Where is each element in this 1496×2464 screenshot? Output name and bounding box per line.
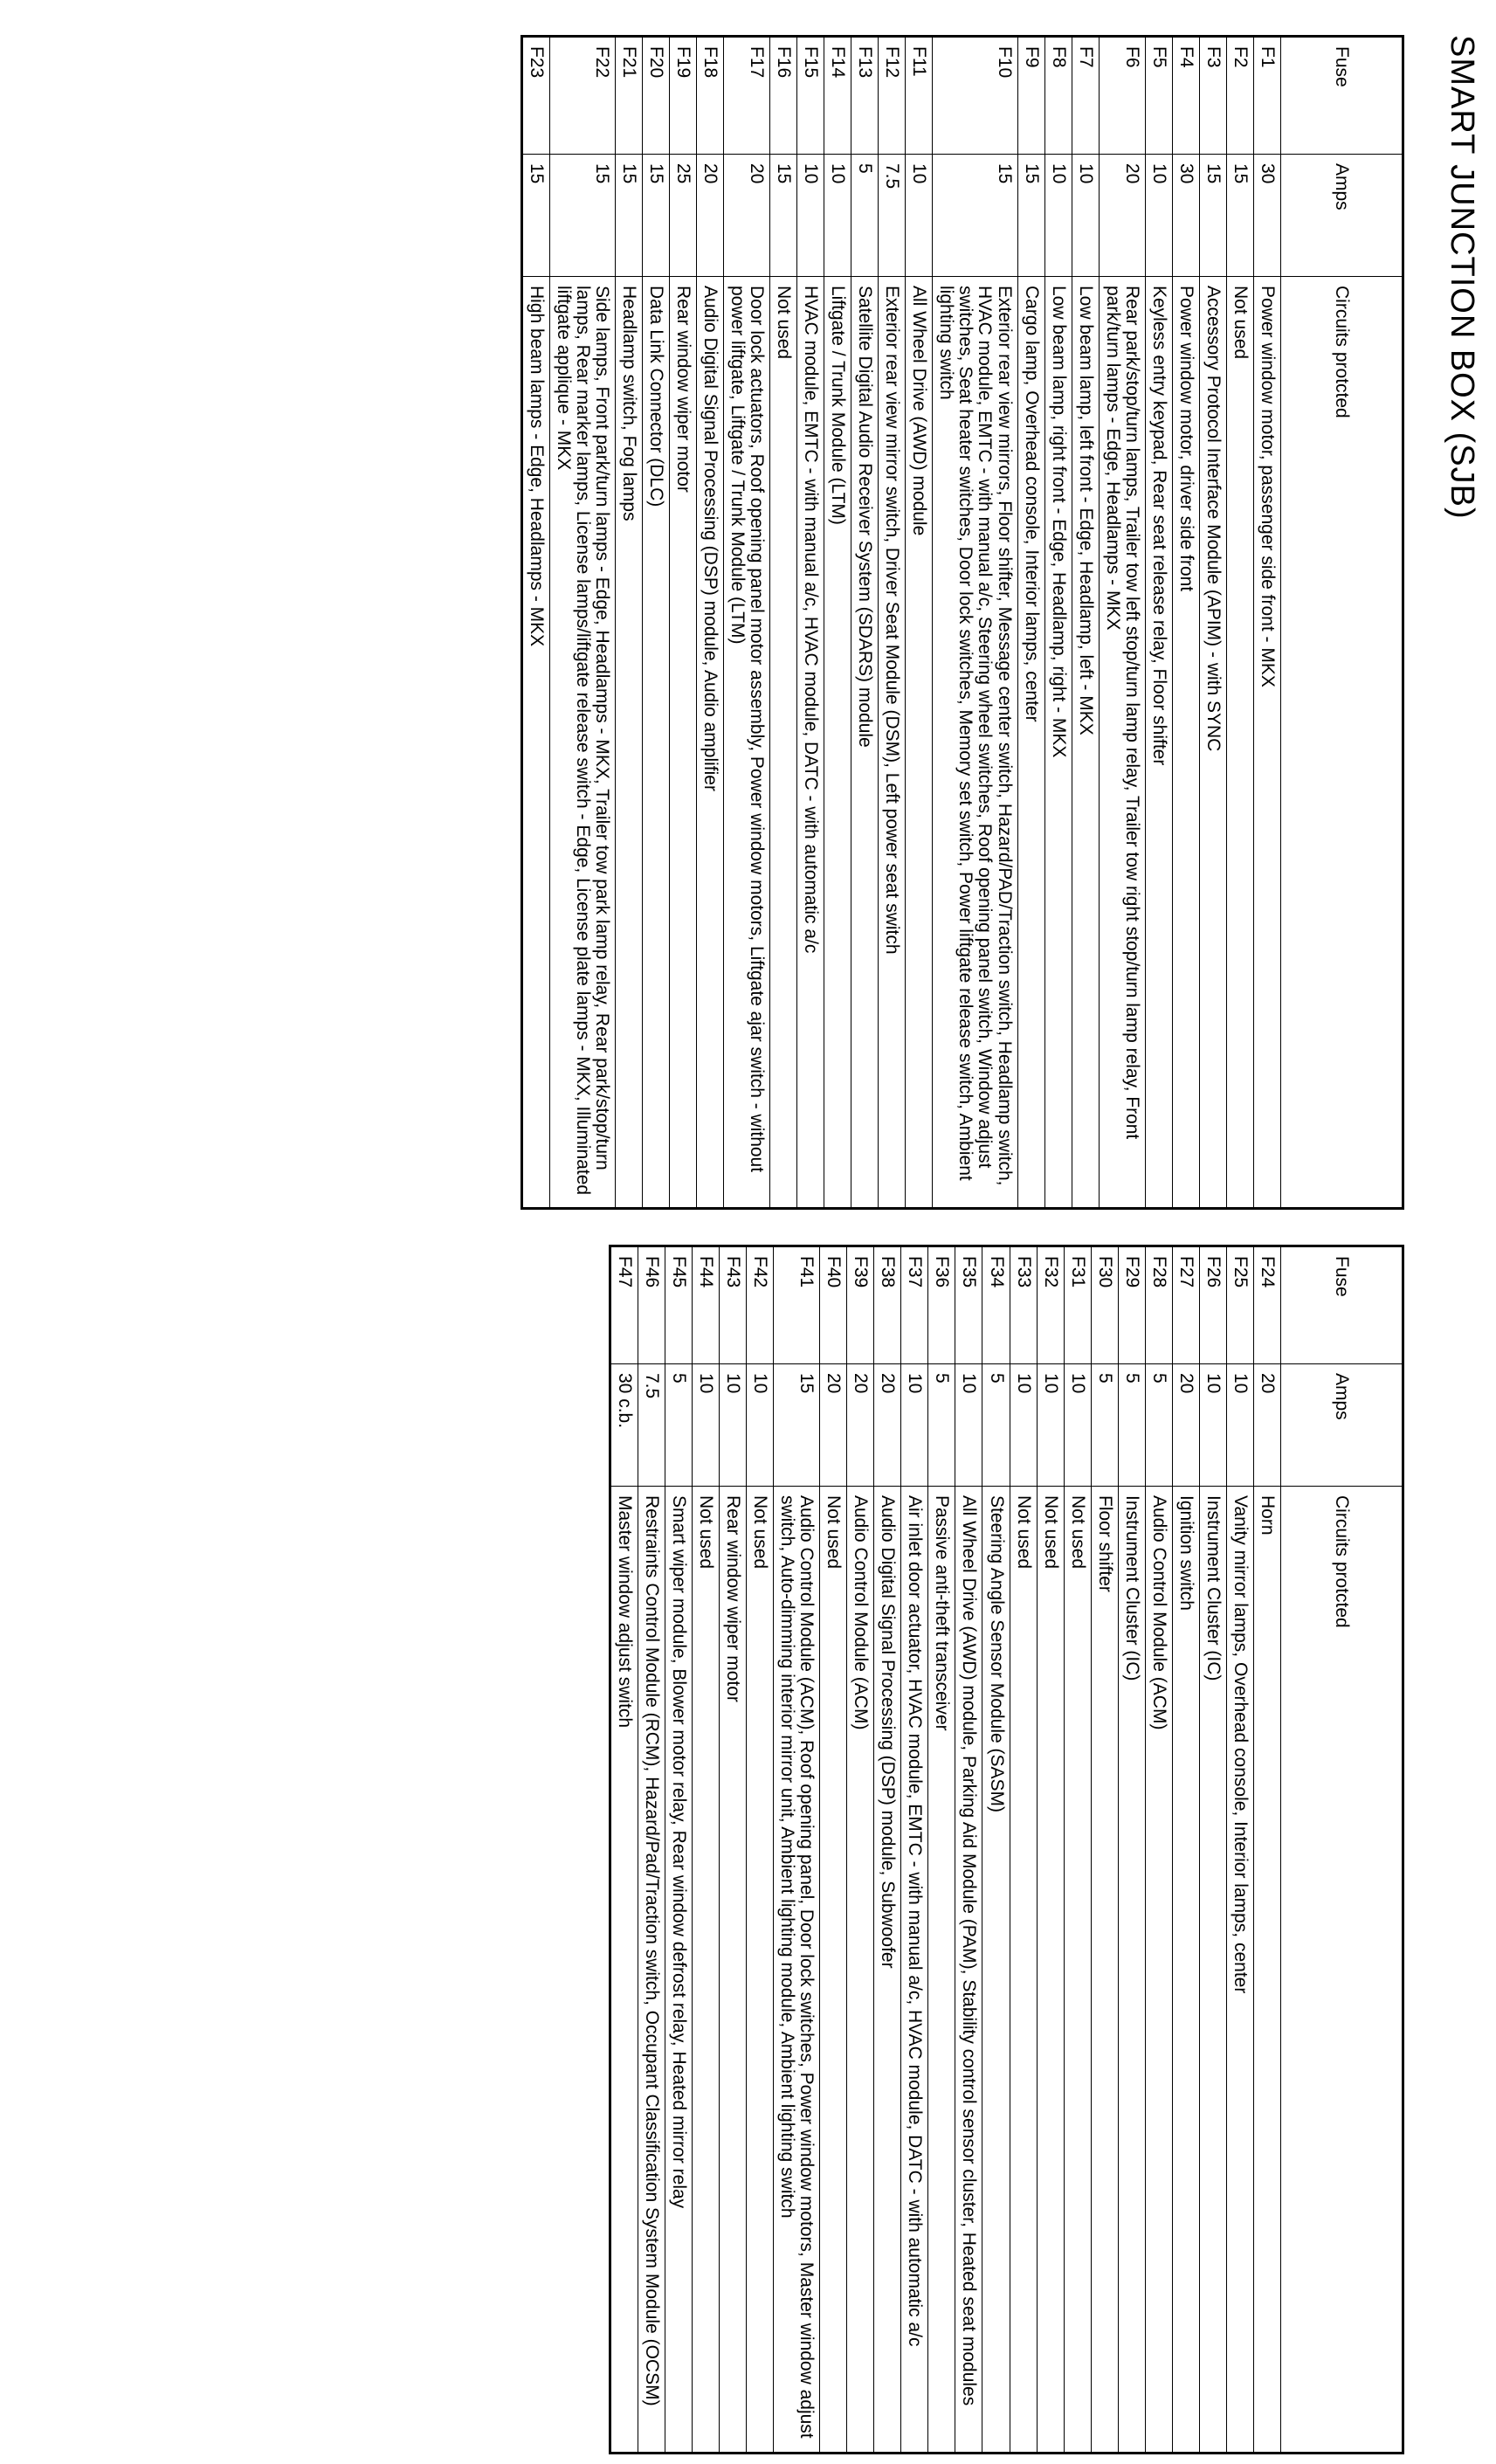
fuse-table-right <box>609 1245 1404 2454</box>
table-row <box>1226 1246 1253 2454</box>
table-row <box>549 37 615 1209</box>
amps-cell: 5 <box>665 1364 692 1487</box>
circuits-cell: Vanity mirror lamps, Overhead console, Interior lamps, center <box>1226 1487 1253 2454</box>
circuits-cell: Low beam lamp, left front - Edge, Headlamp, left - MKX <box>1072 277 1099 1209</box>
header-circuits: Circuits protcted <box>1281 1487 1403 2454</box>
table-row <box>770 37 797 1209</box>
circuits-cell: Power window motor, passenger side front - MKX <box>1253 277 1280 1209</box>
table-row <box>665 1246 692 2454</box>
table-row <box>720 1246 747 2454</box>
amps-cell: 7.5 <box>879 155 906 277</box>
fuse-cell: F9 <box>1017 37 1044 155</box>
amps-cell: 5 <box>1145 1364 1172 1487</box>
amps-cell: 10 <box>1037 1364 1064 1487</box>
table-row <box>1253 1246 1280 2454</box>
fuse-cell: F24 <box>1253 1246 1280 1364</box>
table-row <box>696 37 723 1209</box>
amps-cell: 15 <box>1199 155 1226 277</box>
amps-cell: 20 <box>723 155 769 277</box>
table-row <box>1099 37 1145 1209</box>
table-row <box>797 37 824 1209</box>
fuse-table-left <box>520 35 1404 1210</box>
table-row <box>610 1246 638 2454</box>
circuits-cell: Audio Digital Signal Processing (DSP) module, Subwoofer <box>874 1487 901 2454</box>
fuse-cell: F40 <box>820 1246 847 1364</box>
fuse-cell: F31 <box>1064 1246 1091 1364</box>
fuse-cell: F29 <box>1118 1246 1145 1364</box>
circuits-cell: Keyless entry keypad, Rear seat release relay, Floor shifter <box>1145 277 1172 1209</box>
amps-cell: 5 <box>851 155 879 277</box>
circuits-cell: Not used <box>1010 1487 1037 2454</box>
circuits-cell: Not used <box>820 1487 847 2454</box>
table-row <box>933 37 1017 1209</box>
circuits-cell: Not used <box>1226 277 1253 1209</box>
circuits-cell: Exterior rear view mirrors, Floor shifter, Message center switch, Hazard/PAD/Traction switch, Headlamp switch, HVAC module, EMTC - with manual a/c, Steering wheel switches, Roof opening panel switch, Window adjust switches, Seat heater switches, Door lock switches, Memory set switch, Power liftgate release switch, Ambient lighting switch <box>933 277 1017 1209</box>
amps-cell: 20 <box>1253 1364 1280 1487</box>
amps-cell: 5 <box>928 1364 955 1487</box>
circuits-cell: Accessory Protocol Interface Module (APIM) - with SYNC <box>1199 277 1226 1209</box>
fuse-cell: F44 <box>692 1246 719 1364</box>
fuse-cell: F16 <box>770 37 797 155</box>
fuse-cell: F20 <box>642 37 669 155</box>
circuits-cell: Floor shifter <box>1091 1487 1118 2454</box>
circuits-cell: Rear window wiper motor <box>720 1487 747 2454</box>
table-row <box>851 37 879 1209</box>
fuse-cell: F21 <box>615 37 642 155</box>
circuits-cell: Ignition switch <box>1172 1487 1199 2454</box>
amps-cell: 15 <box>774 1364 820 1487</box>
table-row <box>642 37 669 1209</box>
fuse-cell: F14 <box>824 37 851 155</box>
header-fuse: Fuse <box>1281 1246 1403 1364</box>
header-amps: Amps <box>1281 1364 1403 1487</box>
table-row <box>820 1246 847 2454</box>
amps-cell: 5 <box>1118 1364 1145 1487</box>
table-row <box>1010 1246 1037 2454</box>
fuse-cell: F19 <box>669 37 696 155</box>
fuse-cell: F5 <box>1145 37 1172 155</box>
fuse-cell: F35 <box>955 1246 982 1364</box>
amps-cell: 15 <box>642 155 669 277</box>
amps-cell: 10 <box>1064 1364 1091 1487</box>
amps-cell: 10 <box>1199 1364 1226 1487</box>
amps-cell: 10 <box>797 155 824 277</box>
circuits-cell: Not used <box>692 1487 719 2454</box>
circuits-cell: Power window motor, driver side front <box>1172 277 1199 1209</box>
header-circuits: Circuits protcted <box>1281 277 1403 1209</box>
amps-cell: 10 <box>1072 155 1099 277</box>
fuse-cell: F8 <box>1044 37 1072 155</box>
amps-cell: 5 <box>982 1364 1010 1487</box>
table-row <box>1044 37 1072 1209</box>
fuse-cell: F25 <box>1226 1246 1253 1364</box>
amps-cell: 15 <box>1017 155 1044 277</box>
circuits-cell: Low beam lamp, right front - Edge, Headlamp, right - MKX <box>1044 277 1072 1209</box>
circuits-cell: Door lock actuators, Roof opening panel motor assembly, Power window motors, Liftgate ajar switch - without power liftgate, Liftgate / Trunk Module (LTM) <box>723 277 769 1209</box>
circuits-cell: Restraints Control Module (RCM), Hazard/Pad/Traction switch, Occupant Classification System Module (OCSM) <box>638 1487 665 2454</box>
amps-cell: 5 <box>1091 1364 1118 1487</box>
amps-cell: 15 <box>521 155 549 277</box>
amps-cell: 15 <box>1226 155 1253 277</box>
circuits-cell: Audio Control Module (ACM) <box>847 1487 874 2454</box>
table-row <box>1172 37 1199 1209</box>
table-header-row <box>1281 1246 1403 2454</box>
circuits-cell: Audio Control Module (ACM), Roof opening panel, Door lock switches, Power window motors, Master window adjust switch, Auto-dimming interior mirror unit, Ambient lighting module, Ambient lighting switch <box>774 1487 820 2454</box>
fuse-cell: F26 <box>1199 1246 1226 1364</box>
circuits-cell: Air inlet door actuator, HVAC module, EMTC - with manual a/c, HVAC module, DATC - with automatic a/c <box>901 1487 928 2454</box>
amps-cell: 15 <box>615 155 642 277</box>
circuits-cell: HVAC module, EMTC - with manual a/c, HVAC module, DATC - with automatic a/c <box>797 277 824 1209</box>
fuse-cell: F3 <box>1199 37 1226 155</box>
table-row <box>669 37 696 1209</box>
circuits-cell: All Wheel Drive (AWD) module <box>906 277 933 1209</box>
amps-cell: 20 <box>1172 1364 1199 1487</box>
amps-cell: 20 <box>847 1364 874 1487</box>
fuse-cell: F41 <box>774 1246 820 1364</box>
amps-cell: 15 <box>770 155 797 277</box>
fuse-cell: F13 <box>851 37 879 155</box>
table-row <box>955 1246 982 2454</box>
fuse-cell: F7 <box>1072 37 1099 155</box>
fuse-cell: F15 <box>797 37 824 155</box>
page-title: SMART JUNCTION BOX (SJB) <box>1444 35 1480 520</box>
table-row <box>874 1246 901 2454</box>
fuse-cell: F23 <box>521 37 549 155</box>
table-row <box>1253 37 1280 1209</box>
circuits-cell: Not used <box>770 277 797 1209</box>
amps-cell: 10 <box>1226 1364 1253 1487</box>
table-header-row <box>1281 37 1403 1209</box>
amps-cell: 25 <box>669 155 696 277</box>
fuse-cell: F39 <box>847 1246 874 1364</box>
table-row <box>1226 37 1253 1209</box>
amps-cell: 10 <box>692 1364 719 1487</box>
amps-cell: 10 <box>824 155 851 277</box>
amps-cell: 10 <box>1044 155 1072 277</box>
table-row <box>1064 1246 1091 2454</box>
fuse-cell: F18 <box>696 37 723 155</box>
circuits-cell: Not used <box>747 1487 774 2454</box>
table-row <box>747 1246 774 2454</box>
fuse-cell: F36 <box>928 1246 955 1364</box>
fuse-cell: F37 <box>901 1246 928 1364</box>
fuse-cell: F6 <box>1099 37 1145 155</box>
amps-cell: 10 <box>1145 155 1172 277</box>
amps-cell: 7.5 <box>638 1364 665 1487</box>
circuits-cell: Headlamp switch, Fog lamps <box>615 277 642 1209</box>
table-row <box>982 1246 1010 2454</box>
fuse-cell: F38 <box>874 1246 901 1364</box>
table-row <box>1145 1246 1172 2454</box>
circuits-cell: Exterior rear view mirror switch, Driver Seat Module (DSM), Left power seat switch <box>879 277 906 1209</box>
table-row <box>1145 37 1172 1209</box>
fuse-cell: F11 <box>906 37 933 155</box>
amps-cell: 20 <box>874 1364 901 1487</box>
table-row <box>638 1246 665 2454</box>
circuits-cell: Audio Digital Signal Processing (DSP) module, Audio amplifier <box>696 277 723 1209</box>
circuits-cell: Smart wiper module, Blower motor relay, Rear window defrost relay, Heated mirror relay <box>665 1487 692 2454</box>
amps-cell: 15 <box>933 155 1017 277</box>
amps-cell: 10 <box>747 1364 774 1487</box>
table-row <box>906 37 933 1209</box>
fuse-cell: F10 <box>933 37 1017 155</box>
header-amps: Amps <box>1281 155 1403 277</box>
fuse-cell: F33 <box>1010 1246 1037 1364</box>
fuse-cell: F1 <box>1253 37 1280 155</box>
header-fuse: Fuse <box>1281 37 1403 155</box>
circuits-cell: Rear window wiper motor <box>669 277 696 1209</box>
table-row <box>615 37 642 1209</box>
amps-cell: 30 <box>1253 155 1280 277</box>
fuse-cell: F45 <box>665 1246 692 1364</box>
amps-cell: 30 <box>1172 155 1199 277</box>
fuse-cell: F46 <box>638 1246 665 1364</box>
table-row <box>824 37 851 1209</box>
amps-cell: 20 <box>1099 155 1145 277</box>
circuits-cell: Side lamps, Front park/turn lamps - Edge, Headlamps - MKX, Trailer tow park lamp relay, Rear park/stop/turn lamps, Rear marker lamps, License lamps/liftgate release switch - Edge, License plate lamps - MKX, Illuminated liftgate applique - MKX <box>549 277 615 1209</box>
table-row <box>1091 1246 1118 2454</box>
amps-cell: 15 <box>549 155 615 277</box>
circuits-cell: Cargo lamp, Overhead console, Interior lamps, center <box>1017 277 1044 1209</box>
amps-cell: 20 <box>696 155 723 277</box>
table-row <box>1118 1246 1145 2454</box>
circuits-cell: Instrument Cluster (IC) <box>1118 1487 1145 2454</box>
circuits-cell: Not used <box>1064 1487 1091 2454</box>
amps-cell: 10 <box>1010 1364 1037 1487</box>
fuse-cell: F42 <box>747 1246 774 1364</box>
table-row <box>1037 1246 1064 2454</box>
fuse-cell: F47 <box>610 1246 638 1364</box>
circuits-cell: Liftgate / Trunk Module (LTM) <box>824 277 851 1209</box>
amps-cell: 10 <box>906 155 933 277</box>
fuse-cell: F34 <box>982 1246 1010 1364</box>
table-row <box>521 37 549 1209</box>
table-row <box>928 1246 955 2454</box>
fuse-cell: F28 <box>1145 1246 1172 1364</box>
circuits-cell: High beam lamps - Edge, Headlamps - MKX <box>521 277 549 1209</box>
table-row <box>723 37 769 1209</box>
fuse-cell: F43 <box>720 1246 747 1364</box>
circuits-cell: Horn <box>1253 1487 1280 2454</box>
amps-cell: 10 <box>901 1364 928 1487</box>
fuse-cell: F32 <box>1037 1246 1064 1364</box>
circuits-cell: Rear park/stop/turn lamps, Trailer tow left stop/turn lamp relay, Trailer tow right stop/turn lamp relay, Front park/turn lamps - Edge, Headlamps - MKX <box>1099 277 1145 1209</box>
circuits-cell: Master window adjust switch <box>610 1487 638 2454</box>
fuse-cell: F17 <box>723 37 769 155</box>
table-row <box>901 1246 928 2454</box>
table-row <box>1199 1246 1226 2454</box>
fuse-cell: F22 <box>549 37 615 155</box>
table-row <box>847 1246 874 2454</box>
amps-cell: 30 c.b. <box>610 1364 638 1487</box>
table-row <box>1072 37 1099 1209</box>
circuits-cell: Data Link Connector (DLC) <box>642 277 669 1209</box>
circuits-cell: Passive anti-theft transceiver <box>928 1487 955 2454</box>
fuse-table-right-body <box>610 1246 1280 2454</box>
table-row <box>774 1246 820 2454</box>
table-row <box>1199 37 1226 1209</box>
fuse-cell: F27 <box>1172 1246 1199 1364</box>
fuse-cell: F12 <box>879 37 906 155</box>
table-row <box>1017 37 1044 1209</box>
table-row <box>692 1246 719 2454</box>
fuse-cell: F4 <box>1172 37 1199 155</box>
amps-cell: 20 <box>820 1364 847 1487</box>
fuse-table-left-body <box>521 37 1280 1209</box>
circuits-cell: Not used <box>1037 1487 1064 2454</box>
circuits-cell: Steering Angle Sensor Module (SASM) <box>982 1487 1010 2454</box>
amps-cell: 10 <box>720 1364 747 1487</box>
table-row <box>1172 1246 1199 2454</box>
fuse-cell: F30 <box>1091 1246 1118 1364</box>
circuits-cell: Satellite Digital Audio Receiver System (SDARS) module <box>851 277 879 1209</box>
circuits-cell: Audio Control Module (ACM) <box>1145 1487 1172 2454</box>
circuits-cell: Instrument Cluster (IC) <box>1199 1487 1226 2454</box>
amps-cell: 10 <box>955 1364 982 1487</box>
table-row <box>879 37 906 1209</box>
fuse-cell: F2 <box>1226 37 1253 155</box>
circuits-cell: All Wheel Drive (AWD) module, Parking Aid Module (PAM), Stability control sensor cluster, Heated seat modules <box>955 1487 982 2454</box>
